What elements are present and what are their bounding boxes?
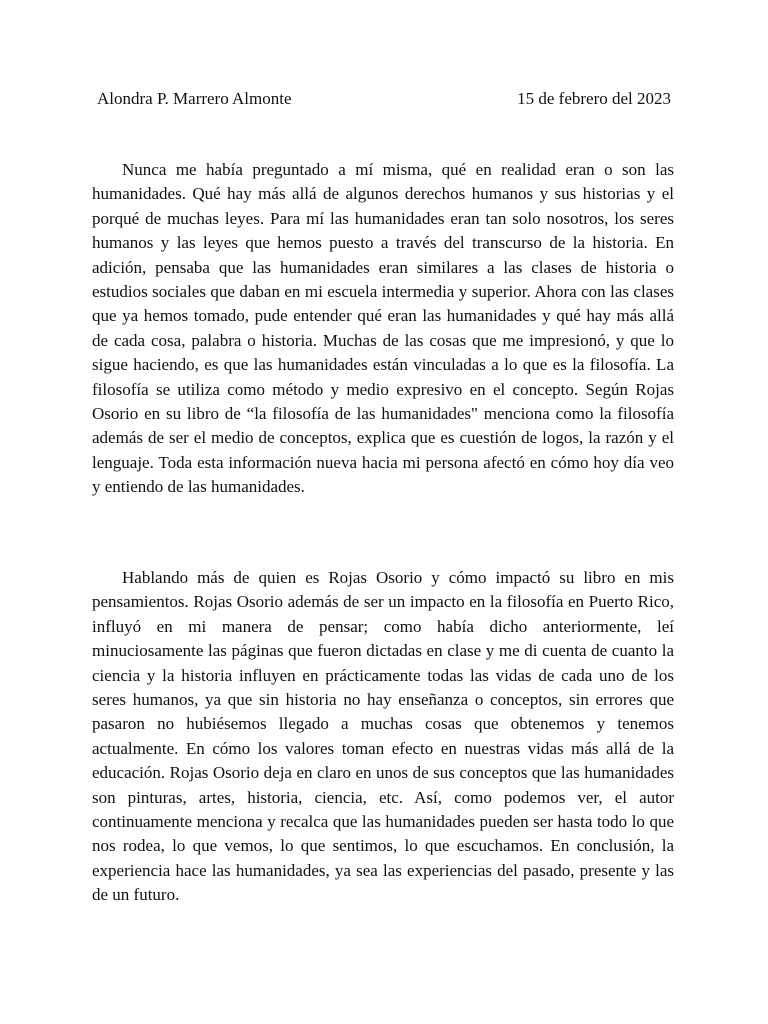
paragraph-2: Hablando más de quien es Rojas Osorio y cómo impactó su libro en mis pensamientos. Rojas Osorio además de ser un impacto en la filosofía en Puerto Rico, influyó en mi manera de pensar; como había dicho anteriormente, leí minuciosamente las páginas que fueron dictadas en clase y me di cuenta de cuanto la ciencia y la historia influyen en prácticamente todas las vidas de cada uno de los seres humanos, ya que sin historia no hay enseñanza o conceptos, sin errores que pasaron no hubiésemos llegado a muchas cosas que obtenemos y tenemos actualmente. En cómo los valores toman efecto en nuestras vidas más allá de la educación. Rojas Osorio deja en claro en unos de sus conceptos que las humanidades son pinturas, artes, historia, ciencia, etc. Así, como podemos ver, el autor continuamente menciona y recalca que las humanidades pueden ser hasta todo lo que nos rodea, lo que vemos, lo que sentimos, lo que escuchamos. En conclusión, la experiencia hace las humanidades, ya sea las experiencias del pasado, presente y las de un futuro. — [92, 568, 674, 905]
paragraph-1: Nunca me había preguntado a mí misma, qué en realidad eran o son las humanidades. Qué hay más allá de algunos derechos humanos y sus historias y el porqué de muchas leyes. Para mí las humanidades eran tan solo nosotros, los seres humanos y las leyes que hemos puesto a través del transcurso de la historia. En adición, pensaba que las humanidades eran similares a las clases de historia o estudios sociales que daban en mi escuela intermedia y superior. Ahora con las clases que ya hemos tomado, pude entender qué eran las humanidades y qué hay más allá de cada cosa, palabra o historia. Muchas de las cosas que me impresionó, y que lo sigue haciendo, es que las humanidades están vinculadas a lo que es la filosofía. La filosofía se utiliza como método y medio expresivo en el concepto. Según Rojas Osorio en su libro de “la filosofía de las humanidades" menciona como la filosofía además de ser el medio de conceptos, explica que es cuestión de logos, la razón y el lenguaje. Toda esta información nueva hacia mi persona afectó en cómo hoy día veo y entiendo de las humanidades. — [92, 160, 674, 497]
author-name: Alondra P. Marrero Almonte — [97, 89, 292, 108]
document-date: 15 de febrero del 2023 — [517, 89, 671, 108]
